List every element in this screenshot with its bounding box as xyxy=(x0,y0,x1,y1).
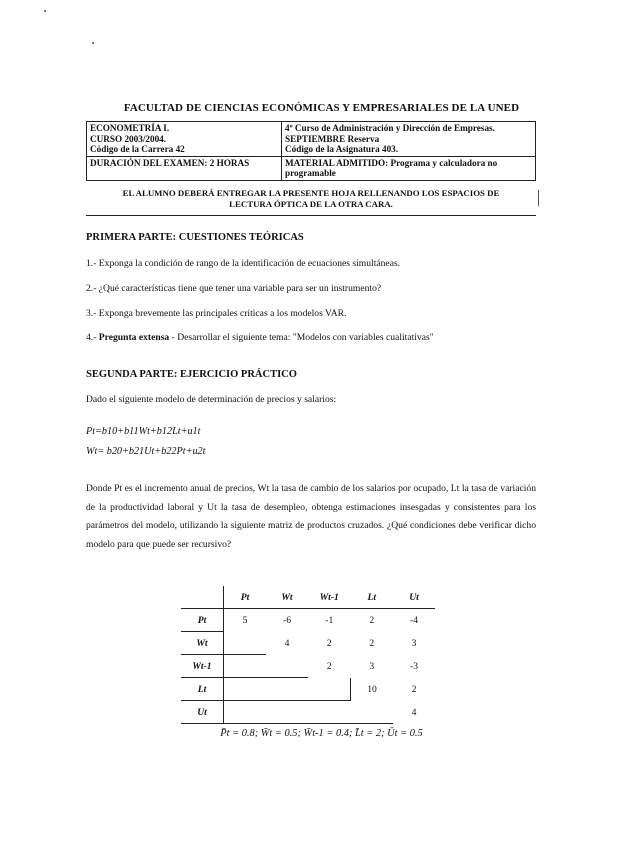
course-name: ECONOMETRÍA I. xyxy=(90,123,170,133)
scan-speck xyxy=(92,42,94,44)
matrix-cell: 3 xyxy=(369,660,375,672)
matrix-cell xyxy=(351,701,394,724)
question-1: 1.- Exponga la condición de rango de la identificación de ecuaciones simultáneas. xyxy=(86,258,401,269)
matrix-cell xyxy=(266,655,308,678)
matrix-cell: 4 xyxy=(411,706,417,718)
matrix-row-header: Wt xyxy=(181,632,224,655)
matrix-cell xyxy=(308,678,351,701)
part-one-heading: PRIMERA PARTE: CUESTIONES TEÓRICAS xyxy=(86,232,304,243)
matrix-row xyxy=(181,655,435,678)
matrix-cell: 5 xyxy=(242,614,248,626)
matrix-cell: 2 xyxy=(369,637,375,649)
cross-products-matrix xyxy=(181,586,435,724)
matrix-cell xyxy=(224,701,267,724)
matrix-cell xyxy=(224,632,267,655)
matrix-col-header: Lt xyxy=(351,586,394,609)
subject-code: Código de la Asignatura 403. xyxy=(285,144,399,155)
matrix-cell: 4 xyxy=(284,637,290,649)
matrix-cell xyxy=(308,701,351,724)
notice-line-1: EL ALUMNO DEBERÁ ENTREGAR LA PRESENTE HOJA RELLENANDO LOS ESPACIOS DE xyxy=(122,188,500,198)
course-level: 4º Curso de Administración y Dirección de Empresas. xyxy=(285,123,495,133)
matrix-cell xyxy=(224,678,267,701)
equation-1 xyxy=(86,426,200,437)
matrix-cell: 2 xyxy=(411,683,417,695)
matrix-row-header: Wt-1 xyxy=(181,655,224,678)
part-two-heading: SEGUNDA PARTE: EJERCICIO PRÁCTICO xyxy=(86,369,297,380)
equation-1-text: Pt=b10+b11Wt+b12Lt+u1t xyxy=(86,426,201,437)
matrix-row-header: Pt xyxy=(181,609,224,632)
exam-duration: DURACIÓN DEL EXAMEN: 2 HORAS xyxy=(87,156,282,180)
delivery-notice xyxy=(86,188,536,210)
level-info-cell xyxy=(282,122,536,157)
exercise-statement: Donde Pt es el incremento anual de precios, Wt la tasa de cambio de los salarios por ocupado, Lt la tasa de variación de la productividad laboral y Ut la tasa de desempleo, obtenga estimaciones insesgadas y consistentes para los parámetros del modelo, utilizando la siguiente matriz de productos cruzados. ¿Qué condiciones debe verificar dicho modelo para que puede ser recursivo? xyxy=(86,483,536,550)
question-4-number: 4.- xyxy=(86,332,99,343)
question-3: 3.- Exponga brevemente las principales críticas a los modelos VAR. xyxy=(86,308,347,319)
question-2: 2.- ¿Qué características tiene que tener una variable para ser un instrumento? xyxy=(86,283,382,294)
matrix-cell: -3 xyxy=(410,660,418,672)
course-info-cell xyxy=(87,122,282,157)
matrix-cell: 10 xyxy=(367,683,377,695)
matrix-cell: -6 xyxy=(283,614,291,626)
matrix-cell xyxy=(224,655,267,678)
matrix-cell: 2 xyxy=(326,637,332,649)
matrix-cell: -1 xyxy=(325,614,334,626)
matrix-corner xyxy=(181,586,224,609)
matrix-col-header: Wt-1 xyxy=(308,586,351,609)
matrix-row xyxy=(181,609,435,632)
matrix-row-header: Ut xyxy=(181,701,224,724)
exam-info-table xyxy=(86,121,536,181)
faculty-title: FACULTAD DE CIENCIAS ECONÓMICAS Y EMPRESARIALES DE LA UNED xyxy=(123,102,520,114)
sample-means: P̄t = 0.8; W̄t = 0.5; W̄t-1 = 0.4; L̄t = 2; Ūt = 0.5 xyxy=(220,728,423,739)
matrix-cell xyxy=(266,701,308,724)
scan-edge-mark xyxy=(538,190,539,206)
matrix-col-header: Ut xyxy=(393,586,435,609)
matrix-row xyxy=(181,632,435,655)
notice-underline xyxy=(86,215,536,216)
matrix-cell: 3 xyxy=(411,637,417,649)
matrix-row xyxy=(181,701,435,724)
exercise-intro: Dado el siguiente modelo de determinación de precios y salarios: xyxy=(86,394,337,405)
equation-2-text: Wt= b20+b21Ut+b22Pt+u2t xyxy=(86,446,206,457)
matrix-row-header: Lt xyxy=(181,678,224,701)
allowed-materials: MATERIAL ADMITIDO: Programa y calculadora no programable xyxy=(282,156,536,180)
matrix-cell xyxy=(266,678,308,701)
matrix-cell: -4 xyxy=(410,614,418,626)
matrix-cell: 2 xyxy=(326,660,332,672)
matrix-header-row xyxy=(181,586,435,609)
question-4-label: Pregunta extensa xyxy=(98,332,170,343)
matrix-col-header: Wt xyxy=(266,586,308,609)
career-code: Código de la Carrera 42 xyxy=(90,144,185,155)
matrix-col-header: Pt xyxy=(224,586,267,609)
course-year: CURSO 2003/2004. xyxy=(90,133,167,144)
matrix-row xyxy=(181,678,435,701)
question-4-text: - Desarrollar el siguiente tema: "Modelos con variables cualitativas" xyxy=(169,332,434,343)
equation-2 xyxy=(86,446,205,457)
scan-speck xyxy=(44,10,46,12)
matrix-cell: 2 xyxy=(369,614,375,626)
exam-session: SEPTIEMBRE Reserva xyxy=(285,133,380,144)
question-4 xyxy=(86,332,546,343)
notice-line-2: LECTURA ÓPTICA DE LA OTRA CARA. xyxy=(229,198,393,209)
